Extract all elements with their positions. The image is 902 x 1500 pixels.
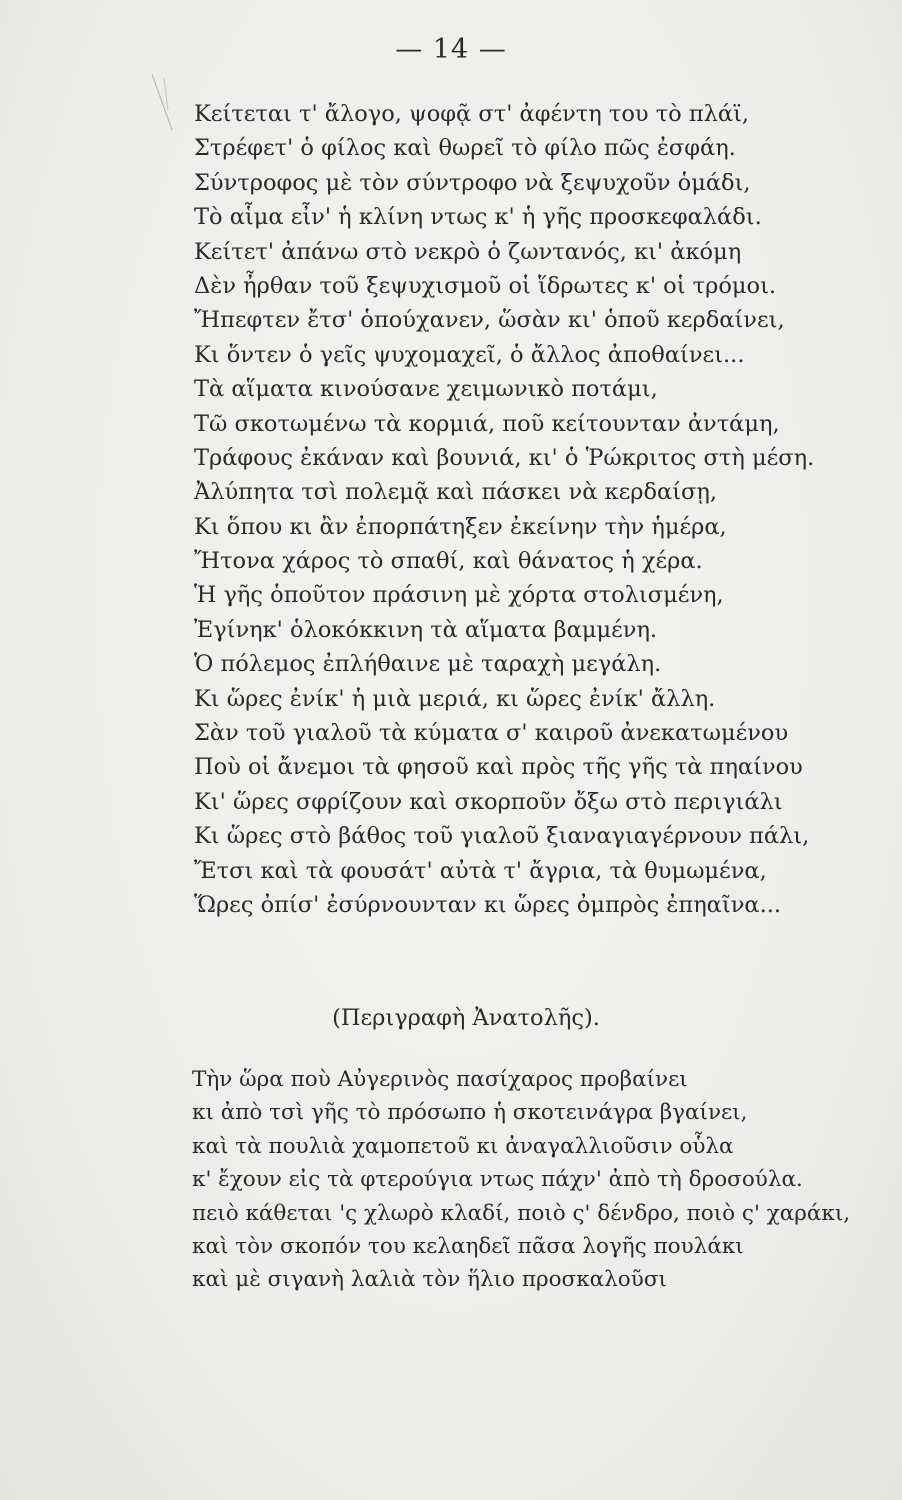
poem-line: Ποὺ οἱ ἄνεμοι τὰ φησοῦ καὶ πρὸς τῆς γῆς τὰ πηαίνου — [194, 754, 803, 781]
section-title: (Περιγραφὴ Ἀνατολῆς). — [332, 1005, 600, 1031]
poem-line: Κι ὥρες στὸ βάθος τοῦ γιαλοῦ ξιαναγιαγέρνουν πάλι, — [194, 823, 810, 850]
poem-line: Ἤτονα χάρος τὸ σπαθί, καὶ θάνατος ἡ χέρα. — [194, 548, 703, 575]
poem-line: Κείτετ' ἀπάνω στὸ νεκρὸ ὁ ζωντανός, κι' ἀκόμη — [194, 238, 742, 265]
prose-line: καὶ μὲ σιγανὴ λαλιὰ τὸν ἥλιο προσκαλοῦσι — [192, 1267, 667, 1293]
poem-line: Ὥρες ὀπίσ' ἐσύρνουνταν κι ὥρες ὀμπρὸς ἐπηαῖνα... — [194, 891, 782, 918]
poem-line: Τὸ αἷμα εἶν' ἡ κλίνη ντως κ' ἡ γῆς προσκεφαλάδι. — [194, 204, 762, 231]
prose-line: καὶ τὰ πουλιὰ χαμοπετοῦ κι ἀναγαλλιοῦσιν οὗλα — [192, 1133, 734, 1159]
prose-line: Τὴν ὥρα ποὺ Αὐγερινὸς πασίχαρος προβαίνει — [192, 1067, 688, 1092]
poem-line: Δὲν ἦρθαν τοῦ ξεψυχισμοῦ οἱ ἵδρωτες κ' οἱ τρόμοι. — [194, 272, 777, 299]
page-number: — 14 — — [395, 34, 507, 65]
poem-line: Σὰν τοῦ γιαλοῦ τὰ κύματα σ' καιροῦ ἀνεκατωμένου — [194, 720, 789, 747]
poem-line: Τὰ αἵματα κινούσανε χειμωνικὸ ποτάμι, — [194, 376, 658, 403]
prose-line: πειὸ κάθεται 'ς χλωρὸ κλαδί, ποιὸ ς' δένδρο, ποιὸ ς' χαράκι, — [192, 1200, 851, 1226]
poem-line: Κι ὅπου κι ἂν ἐπορπάτηξεν ἐκείνην τὴν ἡμέρα, — [194, 513, 727, 540]
poem-line: Σύντροφος μὲ τὸν σύντροφο νὰ ξεψυχοῦν ὁμάδι, — [194, 169, 751, 196]
pencil-mark-icon — [150, 70, 190, 140]
poem-stanza — [194, 97, 884, 922]
poem-line: Κι ὅντεν ὁ γεῖς ψυχομαχεῖ, ὁ ἄλλος ἀποθαίνει... — [194, 341, 745, 368]
poem-line: Στρέφετ' ὁ φίλος καὶ θωρεῖ τὸ φίλο πῶς ἐσφάη. — [194, 135, 736, 162]
prose-stanza — [192, 1063, 882, 1297]
poem-line: Ἡ γῆς ὁποῦτον πράσινη μὲ χόρτα στολισμένη, — [194, 582, 724, 609]
poem-line: Ἀλύπητα τσὶ πολεμᾷ καὶ πάσκει νὰ κερδαίσῃ, — [194, 479, 718, 506]
poem-line: Κι' ὥρες σφρίζουν καὶ σκορποῦν ὄξω στὸ περιγιάλι — [194, 788, 783, 815]
poem-line: Ἔτσι καὶ τὰ φουσάτ' αὐτὰ τ' ἄγρια, τὰ θυμωμένα, — [194, 857, 767, 884]
poem-line: Ἐγίνηκ' ὁλοκόκκινη τὰ αἵματα βαμμένη. — [194, 616, 658, 643]
prose-line: κι ἀπὸ τσὶ γῆς τὸ πρόσωπο ἡ σκοτεινάγρα βγαίνει, — [192, 1100, 748, 1126]
prose-line: κ' ἔχουν εἰς τὰ φτερούγια ντως πάχν' ἀπὸ τὴ δροσούλα. — [192, 1167, 803, 1193]
poem-line: Κείτεται τ' ἄλογο, ψοφᾷ στ' ἀφέντη του τὸ πλάϊ, — [194, 101, 750, 127]
poem-line: Κι ὥρες ἐνίκ' ἡ μιὰ μεριά, κι ὥρες ἐνίκ' ἄλλη. — [194, 685, 716, 712]
prose-line: καὶ τὸν σκοπόν του κελαηδεῖ πᾶσα λογῆς πουλάκι — [192, 1233, 744, 1259]
poem-line: Ὁ πόλεμος ἐπλήθαινε μὲ ταραχὴ μεγάλη. — [194, 651, 662, 678]
poem-line: Τράφους ἐκάναν καὶ βουνιά, κι' ὁ Ῥώκριτος στὴ μέση. — [194, 444, 815, 471]
poem-line: Ἤπεφτεν ἔτσ' ὁπούχανεν, ὥσὰν κι' ὁποῦ κερδαίνει, — [194, 307, 785, 334]
poem-line: Τῶ σκοτωμένω τὰ κορμιά, ποῦ κείτουνταν ἀντάμη, — [194, 410, 780, 437]
